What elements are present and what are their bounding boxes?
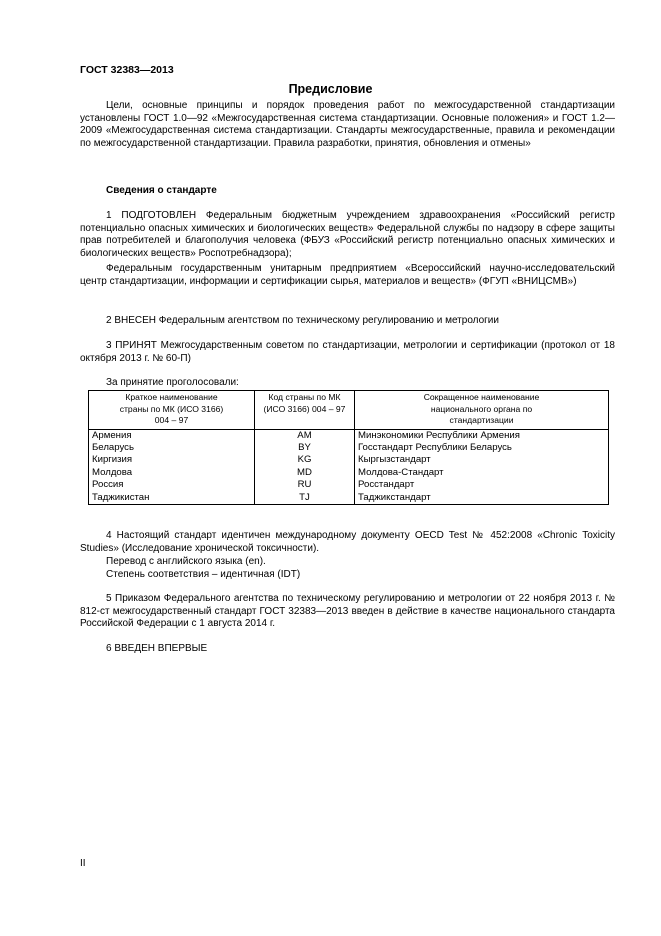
item-4-degree: Степень соответствия – идентичная (IDT) [106,569,301,580]
header-country-name: Краткое наименование страны по МК (ИСО 3166) 004 – 97 [89,391,255,430]
country-code: AM [255,429,355,442]
country-name: Киргизия [89,454,255,466]
page-title: Предисловие [288,82,373,96]
country-name: Россия [89,479,255,491]
country-code: MD [255,467,355,479]
national-body: Росстандарт [355,479,609,491]
national-body: Кыргызстандарт [355,454,609,466]
item-4-language: Перевод с английского языка (en). [106,556,266,567]
country-name: Армения [89,429,255,442]
table-row [89,479,609,491]
table-row [89,454,609,466]
national-body: Госстандарт Республики Беларусь [355,442,609,454]
page-number: II [80,858,86,869]
info-heading: Сведения о стандарте [106,185,217,196]
country-code: BY [255,442,355,454]
national-body: Минэкономики Республики Армения [355,429,609,442]
item-4-paragraph: 4 Настоящий стандарт идентичен международному документу OECD Test № 452:2008 «Chronic Toxicity Studies» (Исследование хронической токсичности). [80,530,615,554]
header-country-code: Код страны по МК (ИСО 3166) 004 – 97 [255,391,355,430]
item-2-paragraph: 2 ВНЕСЕН Федеральным агентством по техническому регулированию и метрологии [106,315,499,326]
national-body: Молдова-Стандарт [355,467,609,479]
item-5-paragraph: 5 Приказом Федерального агентства по техническому регулированию и метрологии от 22 ноября 2013 г. № 812-ст межгосударственный стандарт ГОСТ 32383—2013 введен в действие в качестве национального стандарта Российской Федерации с 1 августа 2014 г. [80,593,615,630]
vote-table-header-row [89,391,609,430]
item-3-paragraph: 3 ПРИНЯТ Межгосударственным советом по стандартизации, метрологии и сертификации (протокол от 18 октября 2013 г. № 60-П) [80,340,615,364]
table-row [89,429,609,442]
country-code: TJ [255,492,355,505]
table-row [89,492,609,505]
vote-caption: За принятие проголосовали: [106,377,239,388]
table-row [89,467,609,479]
country-name: Таджикистан [89,492,255,505]
country-name: Молдова [89,467,255,479]
document-code: ГОСТ 32383—2013 [80,64,174,76]
table-row [89,442,609,454]
intro-paragraph: Цели, основные принципы и порядок проведения работ по межгосударственной стандартизации установлены ГОСТ 1.0—92 «Межгосударственная система стандартизации. Основные положения» и ГОСТ 1.2—2009 «Межгосударственная система стандартизации. Стандарты межгосударственные, правила и рекомендации по межгосударственной стандартизации. Правила разработки, принятия, обновления и отмены» [80,100,615,149]
country-code: RU [255,479,355,491]
country-code: KG [255,454,355,466]
national-body: Таджикстандарт [355,492,609,505]
country-name: Беларусь [89,442,255,454]
item-1-paragraph: 1 ПОДГОТОВЛЕН Федеральным бюджетным учреждением здравоохранения «Российский регистр потенциально опасных химических и биологических веществ» Федеральной службы по надзору в сфере защиты прав потребителей и благополучия человека (ФБУЗ «Российский регистр потенциально опасных химических и биологических веществ» Роспотребнадзора); [80,210,615,259]
item-1b-paragraph: Федеральным государственным унитарным предприятием «Всероссийский научно-исследовательский центр стандартизации, информации и сертификации сырья, материалов и веществ» (ФГУП «ВНИЦСМВ») [80,263,615,287]
item-6-paragraph: 6 ВВЕДЕН ВПЕРВЫЕ [106,643,208,654]
header-national-body: Сокращенное наименование национального органа по стандартизации [355,391,609,430]
vote-table [88,390,609,505]
